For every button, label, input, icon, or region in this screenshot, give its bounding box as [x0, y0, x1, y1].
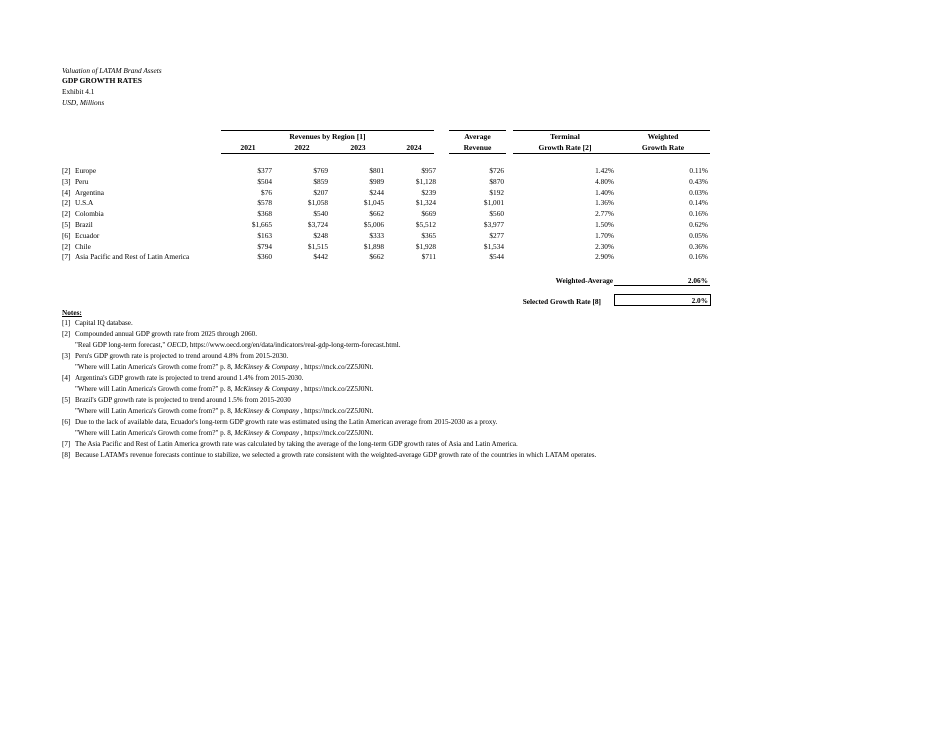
note-2-source: [62, 341, 400, 350]
table-row: [62, 188, 762, 199]
row-2022: $859: [313, 176, 328, 186]
row-region: Colombia: [75, 209, 104, 219]
row-weighted: 0.62%: [689, 220, 708, 229]
row-terminal: 1.40%: [595, 187, 614, 197]
row-average: $192: [489, 187, 504, 197]
table-row: [62, 242, 762, 253]
table-row: [62, 220, 762, 231]
note-5-text: Brazil's GDP growth rate is projected to trend around 1.5% from 2015-2030: [75, 396, 291, 404]
row-ref: [2]: [62, 166, 71, 175]
note-2-source-b: https://www.oecd.org/en/data/indicators/real-gdp-long-term-forecast.html.: [188, 341, 401, 349]
weighted-header-2: Growth Rate: [641, 143, 685, 152]
row-2021: $578: [257, 198, 272, 208]
row-weighted: 0.36%: [689, 241, 708, 251]
row-region: U.S.A: [75, 198, 94, 208]
row-ref: [7]: [62, 252, 71, 262]
row-terminal: 1.36%: [595, 198, 614, 208]
note-4: [62, 374, 303, 383]
note-8-text: Because LATAM's revenue forecasts continue to stabilize, we selected a growth rate consistent with the weighted-average GDP growth rate of the countries in which LATAM operates.: [75, 451, 597, 459]
note-6-num: [6]: [62, 418, 71, 426]
row-terminal: 2.90%: [595, 252, 614, 262]
row-terminal: 2.30%: [595, 241, 614, 251]
row-2024: $711: [421, 252, 436, 262]
col-header-2023: 2023: [350, 143, 366, 152]
row-2022: $1,058: [307, 198, 328, 208]
note-6-source: [62, 429, 373, 438]
exhibit-number: Exhibit 4.1: [62, 87, 95, 96]
weighted-average-rule: [614, 285, 710, 286]
row-2021: $377: [257, 166, 272, 175]
revenues-group-header: Revenues by Region [1]: [289, 132, 366, 141]
table-row: [62, 198, 762, 209]
row-terminal: 1.70%: [595, 230, 614, 240]
terminal-header-2: Growth Rate [2]: [538, 143, 592, 152]
row-weighted: 0.43%: [689, 176, 708, 186]
header-underline-revenues: [221, 153, 434, 154]
row-weighted: 0.14%: [689, 198, 708, 208]
row-2021: $360: [257, 252, 272, 262]
note-2-source-italic: OECD,: [167, 341, 189, 349]
note-2-text: Compounded annual GDP growth rate from 2025 through 2060.: [75, 330, 257, 338]
row-region: Asia Pacific and Rest of Latin America: [75, 252, 190, 262]
table-row: [62, 177, 762, 188]
row-2023: $989: [369, 176, 384, 186]
row-average: $870: [489, 176, 504, 186]
row-terminal: 1.42%: [595, 166, 614, 175]
note-6: [62, 418, 497, 427]
note-7: [62, 440, 518, 449]
note-1-num: [1]: [62, 319, 71, 327]
col-header-2024: 2024: [406, 143, 422, 152]
exhibit-heading: GDP GROWTH RATES: [62, 76, 143, 85]
row-average: $277: [489, 230, 504, 240]
row-2021: $163: [257, 230, 272, 240]
row-region: Brazil: [75, 220, 93, 229]
row-region: Europe: [75, 166, 97, 175]
note-3: [62, 352, 288, 361]
row-ref: [2]: [62, 241, 71, 251]
note-4-source-a: "Where will Latin America's Growth come from?" p. 8,: [75, 385, 235, 393]
row-2023: $5,006: [363, 220, 384, 229]
note-3-source-a: "Where will Latin America's Growth come from?" p. 8,: [75, 363, 235, 371]
row-2024: $365: [421, 230, 436, 240]
row-2021: $76: [261, 187, 272, 197]
row-2021: $794: [257, 241, 272, 251]
row-region: Chile: [75, 241, 91, 251]
row-2023: $244: [369, 187, 384, 197]
note-3-source: [62, 363, 373, 372]
note-5-source-b: , https://mck.co/2Z5J0Nt.: [298, 407, 374, 415]
row-2024: $669: [421, 209, 436, 219]
note-6-source-a: "Where will Latin America's Growth come from?" p. 8,: [75, 429, 235, 437]
selected-growth-value: 2.0%: [691, 296, 708, 305]
weighted-average-label: Weighted-Average: [555, 276, 613, 285]
row-average: $544: [489, 252, 504, 262]
row-ref: [5]: [62, 220, 71, 229]
col-header-2021: 2021: [240, 143, 256, 152]
row-weighted: 0.03%: [689, 187, 708, 197]
row-2024: $957: [421, 166, 436, 175]
selected-growth-box: [614, 294, 711, 306]
note-6-text: Due to the lack of available data, Ecuador's long-term GDP growth rate was estimated using the Latin American average from 2015-2030 as a proxy.: [75, 418, 498, 426]
note-8-num: [8]: [62, 451, 71, 459]
note-4-num: [4]: [62, 374, 71, 382]
note-4-source-italic: McKinsey & Company: [234, 385, 299, 393]
weighted-average-value: 2.06%: [687, 276, 708, 285]
table-row: [62, 166, 762, 177]
note-4-source-b: , https://mck.co/2Z5J0Nt.: [298, 385, 374, 393]
note-4-source: [62, 385, 373, 394]
note-6-source-italic: McKinsey & Company: [234, 429, 299, 437]
row-2024: $5,512: [415, 220, 436, 229]
row-2022: $442: [313, 252, 328, 262]
row-terminal: 4.80%: [595, 176, 614, 186]
row-region: Peru: [75, 176, 89, 186]
row-2023: $1,045: [363, 198, 384, 208]
units-label: USD, Millions: [62, 98, 105, 107]
row-weighted: 0.05%: [689, 230, 708, 240]
row-ref: [4]: [62, 187, 71, 197]
row-weighted: 0.16%: [689, 209, 708, 219]
weighted-header-1: Weighted: [647, 132, 679, 141]
row-2023: $333: [369, 230, 384, 240]
document-title: Valuation of LATAM Brand Assets: [62, 66, 162, 75]
row-2022: $248: [313, 230, 328, 240]
selected-growth-label-text: Selected Growth Rate [8]: [522, 297, 601, 306]
row-region: Ecuador: [75, 230, 100, 240]
row-ref: [3]: [62, 176, 71, 186]
note-7-text: The Asia Pacific and Rest of Latin America growth rate was calculated by taking the average of the long-term GDP growth rates of Asia and Latin America.: [75, 440, 518, 448]
row-ref: [2]: [62, 209, 71, 219]
note-4-text: Argentina's GDP growth rate is projected to trend around 1.4% from 2015-2030.: [75, 374, 304, 382]
row-2022: $540: [313, 209, 328, 219]
row-ref: [6]: [62, 230, 71, 240]
row-2023: $801: [369, 166, 384, 175]
header-underline-average: [449, 153, 506, 154]
row-average: $3,977: [483, 220, 504, 229]
table-row: [62, 209, 762, 220]
header-rule-growth: [513, 130, 710, 131]
note-3-source-b: , https://mck.co/2Z5J0Nt.: [298, 363, 374, 371]
row-weighted: 0.16%: [689, 252, 708, 262]
note-7-num: [7]: [62, 440, 71, 448]
row-ref: [2]: [62, 198, 71, 208]
row-weighted: 0.11%: [689, 166, 708, 175]
note-2-num: [2]: [62, 330, 71, 338]
note-5-source-italic: McKinsey & Company: [234, 407, 299, 415]
row-2024: $1,324: [415, 198, 436, 208]
row-terminal: 2.77%: [595, 209, 614, 219]
note-8: [62, 451, 596, 460]
row-average: $1,534: [483, 241, 504, 251]
table-row: [62, 252, 762, 263]
note-5-source-a: "Where will Latin America's Growth come from?" p. 8,: [75, 407, 235, 415]
note-5: [62, 396, 291, 405]
note-2: [62, 330, 257, 339]
row-2022: $3,724: [307, 220, 328, 229]
row-2024: $239: [421, 187, 436, 197]
average-header-2: Revenue: [463, 143, 492, 152]
row-2023: $662: [369, 209, 384, 219]
note-3-source-italic: McKinsey & Company: [234, 363, 299, 371]
note-1: [62, 319, 133, 328]
row-average: $1,001: [483, 198, 504, 208]
terminal-header-1: Terminal: [550, 132, 580, 141]
row-2022: $769: [313, 166, 328, 175]
note-3-num: [3]: [62, 352, 71, 360]
row-2023: $1,898: [363, 241, 384, 251]
note-3-text: Peru's GDP growth rate is projected to trend around 4.8% from 2015-2030.: [75, 352, 289, 360]
table-row: [62, 231, 762, 242]
note-6-source-b: , https://mck.co/2Z5J0Nt.: [298, 429, 374, 437]
header-underline-growth: [513, 153, 710, 154]
row-2023: $662: [369, 252, 384, 262]
row-region: Argentina: [75, 187, 105, 197]
notes-heading: Notes:: [62, 308, 82, 317]
note-5-source: [62, 407, 373, 416]
row-2021: $368: [257, 209, 272, 219]
row-average: $560: [489, 209, 504, 219]
row-2022: $207: [313, 187, 328, 197]
header-rule-average: [449, 130, 506, 131]
row-2024: $1,928: [415, 241, 436, 251]
row-terminal: 1.50%: [595, 220, 614, 229]
row-2021: $504: [257, 176, 272, 186]
row-2024: $1,128: [415, 176, 436, 186]
note-5-num: [5]: [62, 396, 71, 404]
row-2021: $1,665: [251, 220, 272, 229]
row-2022: $1,515: [307, 241, 328, 251]
header-rule-revenues: [221, 130, 434, 131]
average-header-1: Average: [464, 132, 491, 141]
note-2-source-a: "Real GDP long-term forecast,": [75, 341, 168, 349]
note-1-text: Capital IQ database.: [75, 319, 133, 327]
selected-growth-label: [480, 297, 601, 306]
col-header-2022: 2022: [294, 143, 310, 152]
row-average: $726: [489, 166, 504, 175]
